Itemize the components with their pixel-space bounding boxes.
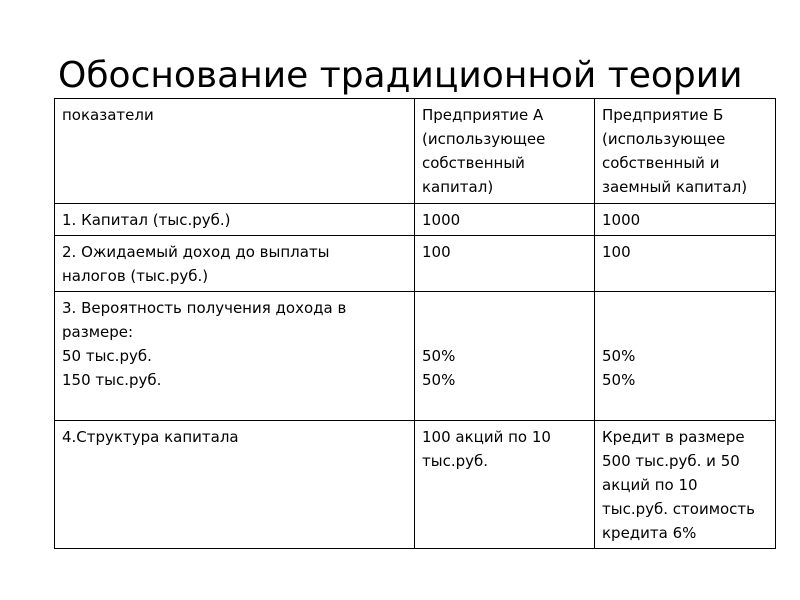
cell-indicator: 4.Структура капитала — [55, 421, 415, 549]
cell-company-a: 1000 — [415, 204, 595, 236]
header-cell-indicators: показатели — [55, 99, 415, 204]
cell-indicator: 1. Капитал (тыс.руб.) — [55, 204, 415, 236]
cell-company-a: 100 акций по 10 тыс.руб. — [415, 421, 595, 549]
table-header-row — [55, 99, 776, 204]
cell-company-b: 1000 — [595, 204, 776, 236]
header-cell-company-b: Предприятие Б (использующее собственный и заемный капитал) — [595, 99, 776, 204]
cell-indicator: 2. Ожидаемый доход до выплаты налогов (тыс.руб.) — [55, 236, 415, 292]
cell-company-a: 100 — [415, 236, 595, 292]
table-row — [55, 421, 776, 549]
cell-indicator: 3. Вероятность получения дохода в размере: 50 тыс.руб. 150 тыс.руб. — [55, 292, 415, 421]
table-row — [55, 292, 776, 421]
cell-company-b: 100 — [595, 236, 776, 292]
slide-title: Обоснование традиционной теории — [58, 55, 743, 96]
cell-company-b: 50% 50% — [595, 292, 776, 421]
header-cell-company-a: Предприятие А (использующее собственный капитал) — [415, 99, 595, 204]
cell-company-b: Кредит в размере 500 тыс.руб. и 50 акций по 10 тыс.руб. стоимость кредита 6% — [595, 421, 776, 549]
table-row — [55, 236, 776, 292]
table-row — [55, 204, 776, 236]
comparison-table — [54, 98, 776, 549]
cell-company-a: 50% 50% — [415, 292, 595, 421]
